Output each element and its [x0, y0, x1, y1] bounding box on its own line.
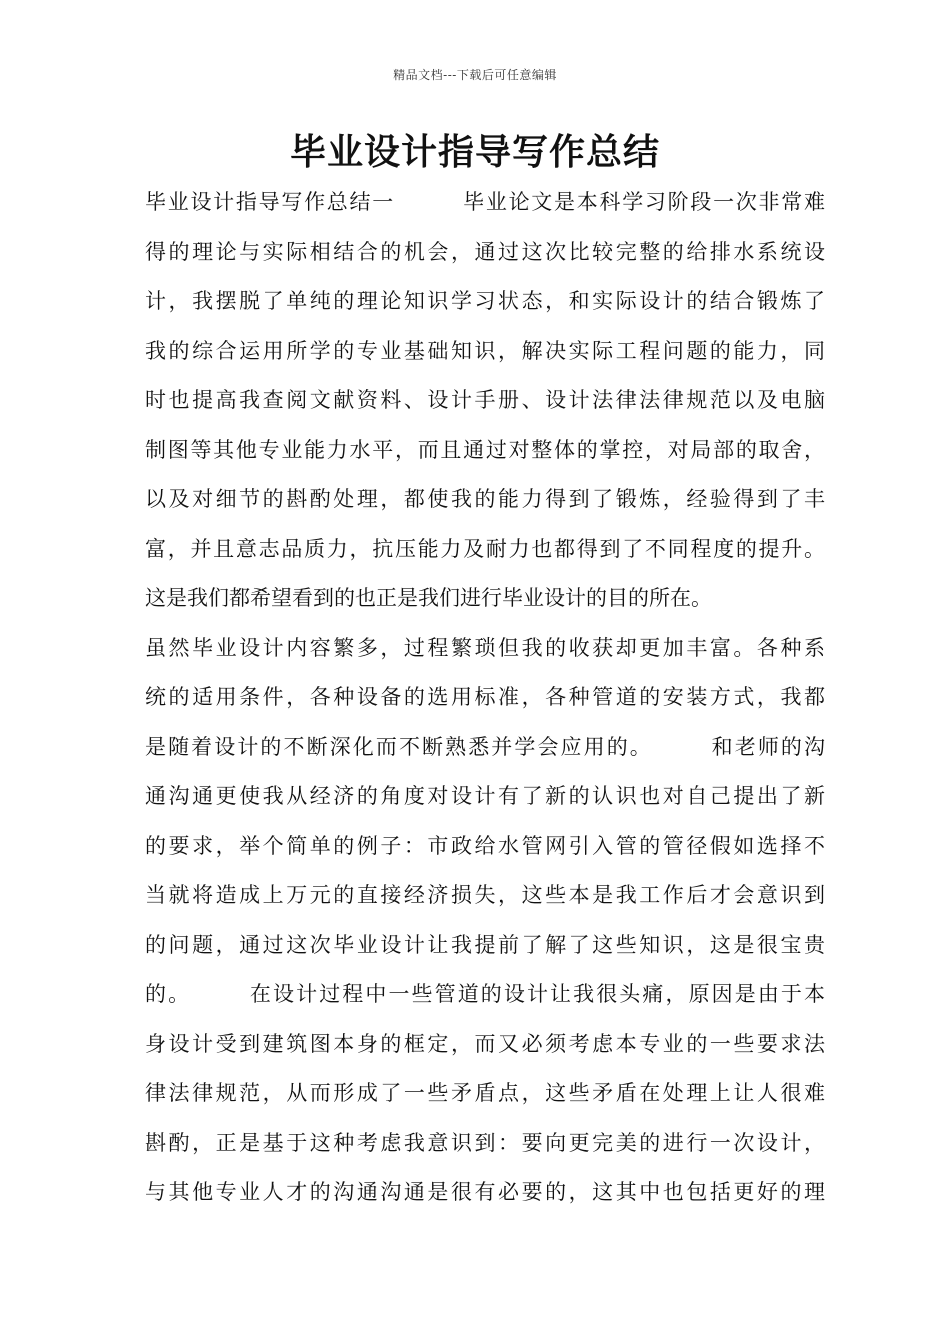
body-line: 制图等其他专业能力水平，而且通过对整体的掌控，对局部的取舍， — [145, 437, 825, 462]
body-line: 以及对细节的斟酌处理，都使我的能力得到了锻炼，经验得到了丰 — [145, 487, 825, 511]
body-line: 这是我们都希望看到的也正是我们进行毕业设计的目的所在。 — [145, 586, 712, 610]
body-line: 得的理论与实际相结合的机会，通过这次比较完整的给排水系统设 — [145, 239, 825, 264]
body-line: 当就将造成上万元的直接经济损失，这些本是我工作后才会意识到 — [145, 883, 825, 907]
body-line: 的。 在设计过程中一些管道的设计让我很头痛，原因是由于本 — [145, 982, 825, 1006]
body-line: 通沟通更使我从经济的角度对设计有了新的认识也对自己提出了新 — [145, 784, 825, 808]
document-title: 毕业设计指导写作总结 — [289, 132, 660, 173]
body-line: 的问题，通过这次毕业设计让我提前了解了这些知识，这是很宝贵 — [145, 932, 825, 957]
body-line: 的要求，举个简单的例子：市政给水管网引入管的管径假如选择不 — [145, 833, 825, 858]
body-line: 计，我摆脱了单纯的理论知识学习状态，和实际设计的结合锻炼了 — [145, 289, 825, 313]
page-header-watermark: 精品文档---下载后可任意编辑 — [393, 68, 557, 82]
body-line: 斟酌，正是基于这种考虑我意识到：要向更完美的进行一次设计， — [145, 1130, 825, 1155]
body-line: 与其他专业人才的沟通沟通是很有必要的，这其中也包括更好的理 — [145, 1180, 825, 1204]
body-line: 毕业设计指导写作总结一 毕业论文是本科学习阶段一次非常难 — [145, 190, 825, 214]
body-line: 律法律规范，从而形成了一些矛盾点，这些矛盾在处理上让人很难 — [145, 1081, 825, 1105]
body-line: 富，并且意志品质力，抗压能力及耐力也都得到了不同程度的提升。 — [145, 536, 825, 561]
body-line: 是随着设计的不断深化而不断熟悉并学会应用的。 和老师的沟 — [145, 734, 825, 759]
body-line: 统的适用条件，各种设备的选用标准，各种管道的安装方式，我都 — [145, 685, 825, 709]
body-line: 虽然毕业设计内容繁多，过程繁琐但我的收获却更加丰富。各种系 — [145, 635, 825, 660]
body-line: 我的综合运用所学的专业基础知识，解决实际工程问题的能力，同 — [145, 338, 825, 363]
document-body — [145, 178, 825, 1218]
body-line: 时也提高我查阅文献资料、设计手册、设计法律法律规范以及电脑 — [145, 388, 825, 412]
body-line: 身设计受到建筑图本身的框定，而又必须考虑本专业的一些要求法 — [145, 1031, 825, 1056]
